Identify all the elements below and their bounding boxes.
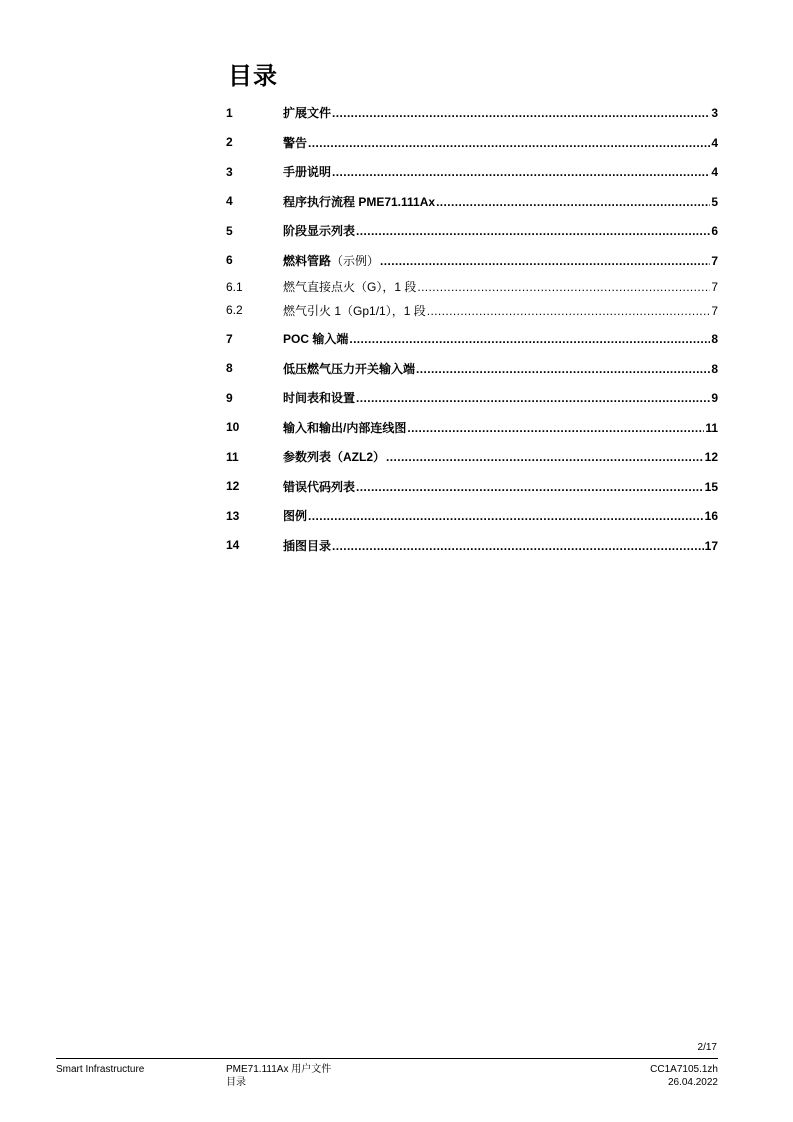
toc-entry[interactable] — [226, 501, 718, 531]
toc-entry-page: 7 — [711, 303, 718, 318]
toc-entry-page: 5 — [711, 194, 718, 209]
dot-leader — [427, 304, 711, 318]
toc-entry-page: 8 — [711, 361, 718, 376]
footer-divider — [56, 1058, 718, 1059]
toc-entry-title: 燃气直接点火（G），1 段 — [283, 280, 417, 295]
toc-entry-number: 5 — [226, 223, 233, 238]
toc-entry-number: 12 — [226, 479, 240, 494]
dot-leader — [308, 509, 704, 523]
toc-entry-title: 阶段显示列表 — [283, 224, 356, 239]
toc-entry-number: 7 — [226, 331, 233, 346]
dot-leader — [407, 421, 704, 435]
toc-entry-title: 时间表和设置 — [283, 391, 356, 406]
toc-entry[interactable] — [226, 299, 718, 323]
toc-entry-number: 13 — [226, 508, 240, 523]
toc-entry-page: 16 — [704, 509, 718, 524]
toc-entry[interactable] — [226, 472, 718, 502]
dot-leader — [356, 480, 704, 494]
toc-entry-number: 14 — [226, 538, 240, 553]
toc-entry[interactable] — [226, 354, 718, 384]
toc-entry-number: 9 — [226, 390, 233, 405]
dot-leader — [332, 539, 704, 553]
dot-leader — [349, 332, 710, 346]
toc-entry-page: 9 — [711, 391, 718, 406]
toc-entry[interactable] — [226, 442, 718, 472]
toc-entry-title: 低压燃气压力开关输入端 — [283, 361, 416, 376]
footer-date: 26.04.2022 — [667, 1077, 718, 1088]
toc-entry[interactable] — [226, 324, 718, 354]
dot-leader — [308, 136, 710, 150]
toc-entry[interactable] — [226, 157, 718, 187]
toc-entry[interactable] — [226, 531, 718, 561]
toc-entry-page: 8 — [711, 332, 718, 347]
dot-leader — [332, 106, 710, 120]
toc-entry-page: 4 — [711, 165, 718, 180]
toc-entry-title: 扩展文件 — [283, 106, 332, 121]
toc-entry-number: 8 — [226, 361, 233, 376]
toc-entry-number: 6.2 — [226, 303, 243, 318]
toc-entry[interactable] — [226, 275, 718, 299]
toc-entry-title: 图例 — [283, 509, 308, 524]
toc-entry[interactable] — [226, 246, 718, 276]
toc-entry-title: 错误代码列表 — [283, 479, 356, 494]
dot-leader — [356, 391, 710, 405]
toc-entry-page: 6 — [711, 224, 718, 239]
toc-entry-note: （示例） — [331, 253, 380, 268]
toc-entry-page: 4 — [711, 135, 718, 150]
footer-doc-code: CC1A7105.1zh — [650, 1064, 718, 1075]
toc-entry-page: 15 — [704, 479, 718, 494]
toc-entry-number: 1 — [226, 105, 233, 120]
toc-entry[interactable] — [226, 413, 718, 443]
toc-entry-title: POC 输入端 — [283, 332, 349, 347]
toc-entry-title: 程序执行流程 PME71.111Ax — [283, 194, 436, 209]
toc-entry[interactable] — [226, 216, 718, 246]
dot-leader — [356, 224, 710, 238]
toc-entry-number: 11 — [226, 449, 239, 464]
toc-entry-title: 参数列表（AZL2） — [283, 450, 386, 465]
toc-entry[interactable] — [226, 128, 718, 158]
toc-entry-page: 3 — [711, 106, 718, 121]
toc-entry-number: 6 — [226, 253, 233, 268]
toc-entry-title: 手册说明 — [283, 165, 332, 180]
footer-section: 目录 — [226, 1077, 246, 1088]
toc-entry-title: 燃气引火 1（Gp1/1），1 段 — [283, 303, 426, 318]
dot-leader — [416, 362, 710, 376]
toc-entry-page: 11 — [705, 420, 718, 435]
toc-entry-title: 燃料管路 — [283, 253, 332, 268]
dot-leader — [332, 165, 710, 179]
toc-entry-number: 3 — [226, 164, 233, 179]
toc-entry-number: 10 — [226, 420, 240, 435]
footer-company: Smart Infrastructure — [56, 1064, 145, 1075]
toc-entry[interactable] — [226, 187, 718, 217]
toc-entry[interactable] — [226, 383, 718, 413]
page-indicator: 2/17 — [697, 1042, 717, 1053]
dot-leader — [380, 254, 710, 268]
dot-leader — [436, 195, 710, 209]
toc-entry-number: 2 — [226, 135, 233, 150]
toc-entry-title: 警告 — [283, 135, 308, 150]
page-title: 目录 — [228, 62, 278, 90]
toc-entry-page: 7 — [711, 280, 718, 295]
toc-entry[interactable] — [226, 98, 718, 128]
toc-entry-page: 12 — [704, 450, 718, 465]
toc-entry-page: 7 — [711, 253, 718, 268]
toc-entry-number: 4 — [226, 194, 233, 209]
dot-leader — [386, 450, 704, 464]
toc-entry-title: 输入和输出/内部连线图 — [283, 420, 407, 435]
table-of-contents — [226, 98, 718, 560]
toc-entry-title: 插图目录 — [283, 538, 332, 553]
toc-entry-number: 6.1 — [226, 279, 243, 294]
toc-entry-page: 17 — [704, 538, 718, 553]
dot-leader — [417, 280, 710, 294]
footer-doc-title: PME71.111Ax 用户文件 — [226, 1064, 332, 1075]
